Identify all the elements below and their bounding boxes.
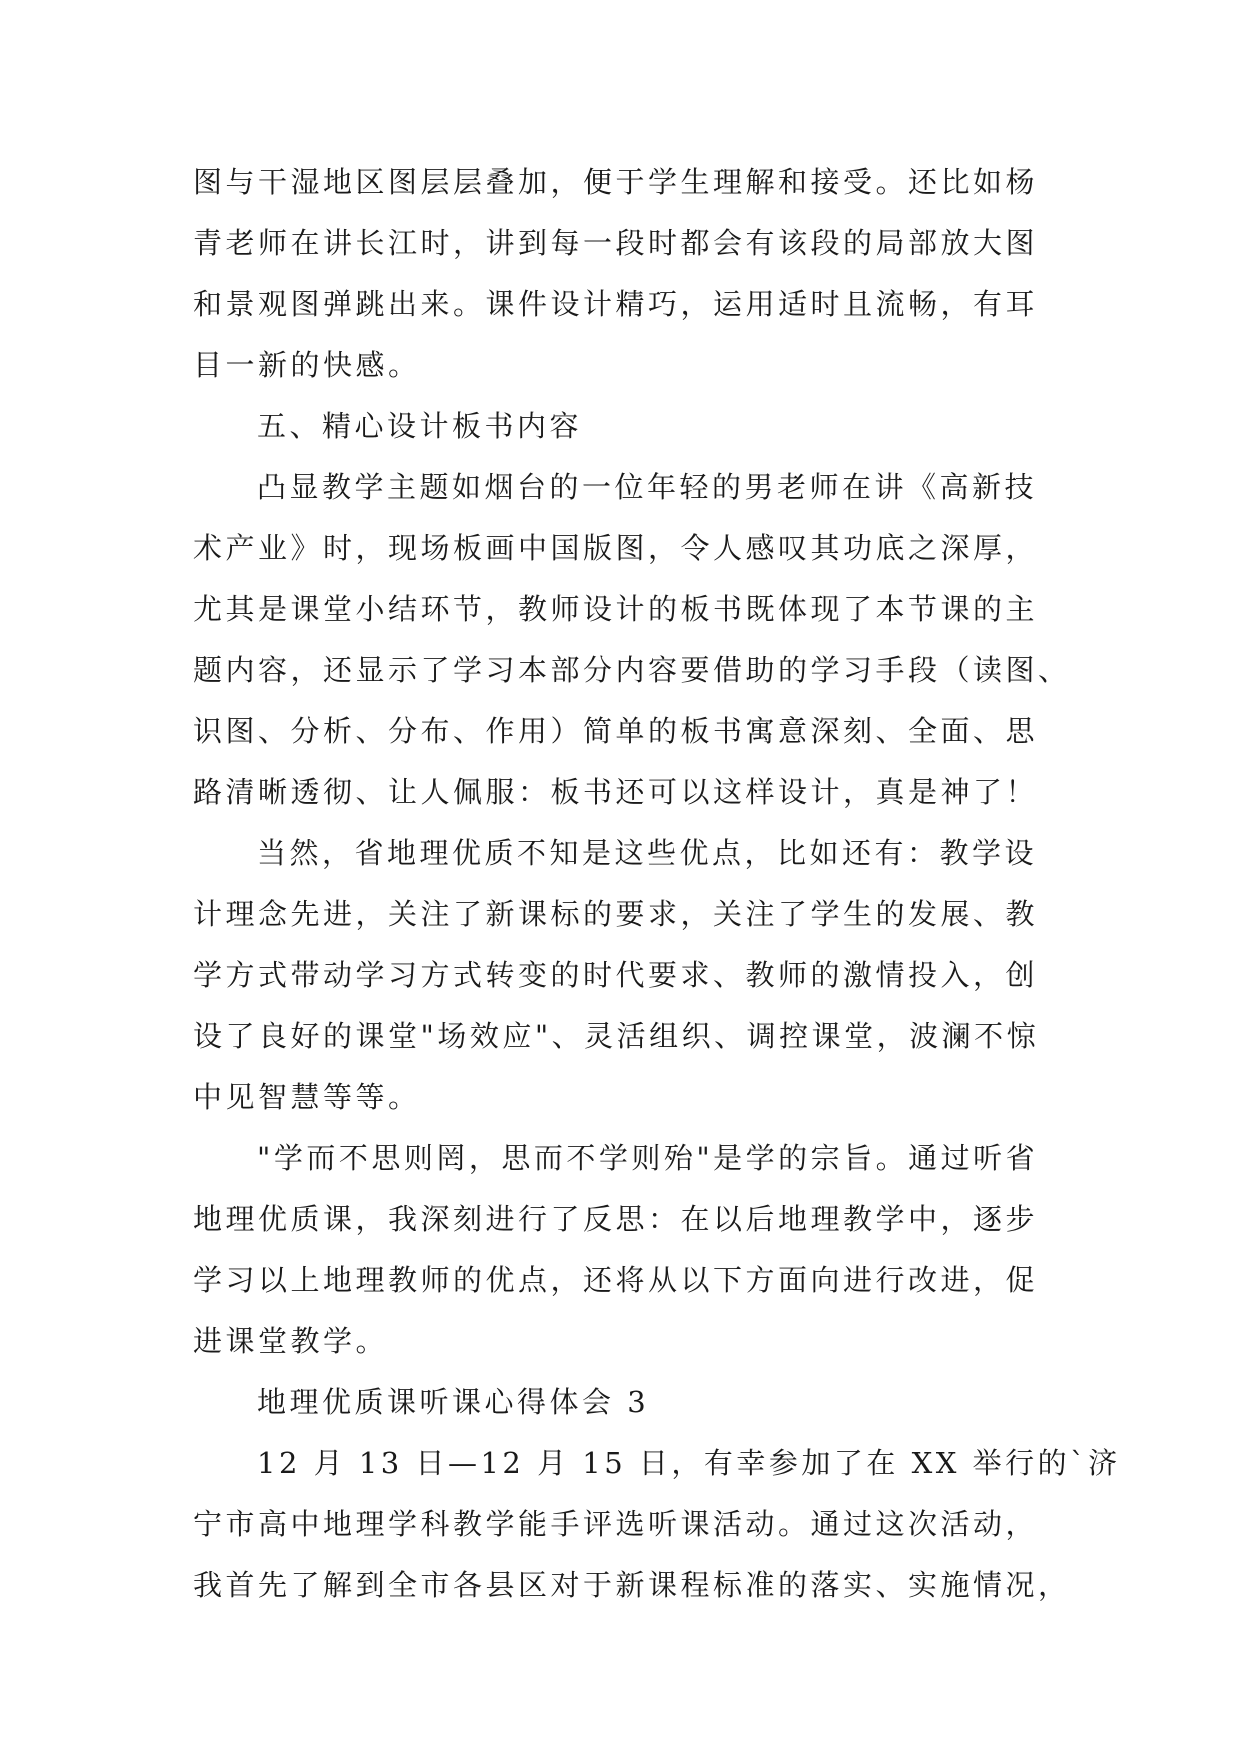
text-line: 路清晰透彻、让人佩服：板书还可以这样设计，真是神了！	[193, 775, 1039, 809]
text-line: 我首先了解到全市各县区对于新课程标准的落实、实施情况，	[193, 1568, 1071, 1602]
text-line: 青老师在讲长江时，讲到每一段时都会有该段的局部放大图	[193, 226, 1039, 260]
text-line: 中见智慧等等。	[193, 1080, 421, 1114]
text-line: 术产业》时，现场板画中国版图，令人感叹其功底之深厚，	[193, 531, 1039, 565]
text-line: 尤其是课堂小结环节，教师设计的板书既体现了本节课的主	[193, 592, 1039, 626]
text-line: 宁市高中地理学科教学能手评选听课活动。通过这次活动，	[193, 1507, 1039, 1541]
text-line: 计理念先进，关注了新课标的要求，关注了学生的发展、教	[193, 897, 1039, 931]
text-line: 学方式带动学习方式转变的时代要求、教师的激情投入，创	[193, 958, 1039, 992]
text-line: 凸显教学主题如烟台的一位年轻的男老师在讲《高新技	[257, 470, 1038, 504]
text-line: 和景观图弹跳出来。课件设计精巧，运用适时且流畅，有耳	[193, 287, 1039, 321]
article-title: 地理优质课听课心得体会 3	[257, 1385, 650, 1419]
text-line: 图与干湿地区图层层叠加，便于学生理解和接受。还比如杨	[193, 165, 1039, 199]
text-line: "学而不思则罔，思而不学则殆"是学的宗旨。通过听省	[257, 1141, 1039, 1175]
text-line: 识图、分析、分布、作用）简单的板书寓意深刻、全面、思	[193, 714, 1039, 748]
text-line: 12 月 13 日—12 月 15 日，有幸参加了在 XX 举行的`济	[257, 1446, 1121, 1480]
text-line: 地理优质课，我深刻进行了反思：在以后地理教学中，逐步	[193, 1202, 1039, 1236]
text-line: 学习以上地理教师的优点，还将从以下方面向进行改进，促	[193, 1263, 1039, 1297]
text-line: 目一新的快感。	[193, 348, 421, 382]
section-heading: 五、精心设计板书内容	[257, 409, 583, 443]
text-line: 题内容，还显示了学习本部分内容要借助的学习手段（读图、	[193, 653, 1071, 687]
document-body	[193, 152, 1121, 1616]
text-line: 当然，省地理优质不知是这些优点，比如还有：教学设	[257, 836, 1038, 870]
text-line: 设了良好的课堂"场效应"、灵活组织、调控课堂，波澜不惊	[193, 1019, 1040, 1053]
text-line: 进课堂教学。	[193, 1324, 389, 1358]
